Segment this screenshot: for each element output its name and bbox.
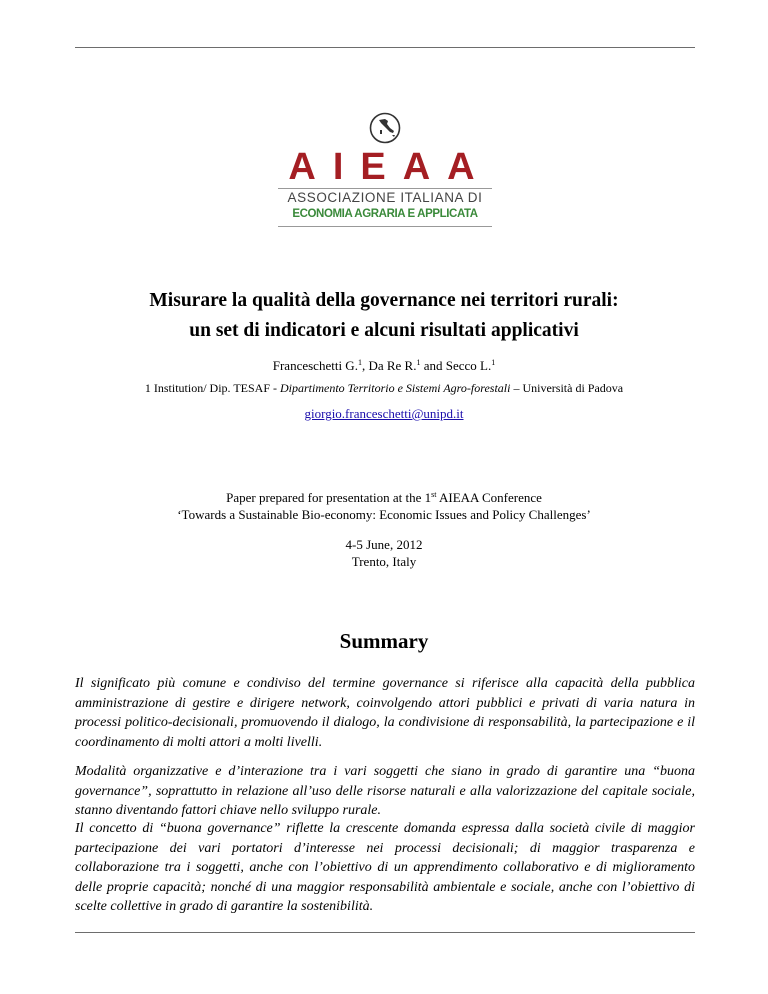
department-name: Dipartimento Territorio e Sistemi Agro-forestali: [280, 381, 511, 395]
conference-date: 4-5 June, 2012: [345, 537, 423, 552]
conference-line1: Paper prepared for presentation at the 1st AIEAA Conference: [226, 490, 542, 505]
email-row: [0, 405, 768, 423]
author-1: Franceschetti G.: [272, 358, 358, 373]
summary-paragraph-3: Il concetto di “buona governance” riflette la crescente domanda espressa dalla società civile di maggior partecipazione dei vari portatori d’interesse nei processi decisionali; di maggior trasparenza e collaborazione tra i soggetti, anche con l’obiettivo di un apprendimento collaborativo e di miglioramento delle proprie capacità; nonché di una maggior responsabilità ambientale e sociale, anche con l’obiettivo di scelte collettive in grado di garantire la sostenibilità.: [75, 821, 695, 914]
logo-divider: [278, 188, 492, 189]
paper-title-line1: Misurare la qualità della governance nei territori rurali:: [149, 290, 619, 311]
conference-date-place: [0, 536, 768, 570]
logo-acronym: AIEAA: [288, 146, 492, 188]
summary-heading: Summary: [339, 629, 429, 653]
logo-association-subname: ECONOMIA AGRARIA E APPLICATA: [292, 208, 478, 220]
italy-map-icon: [368, 112, 402, 144]
conference-place: Trento, Italy: [351, 554, 417, 569]
conference-theme: ‘Towards a Sustainable Bio-economy: Economic Issues and Policy Challenges’: [177, 507, 591, 522]
paper-title-line2: un set di indicatori e alcuni risultati applicativi: [189, 320, 579, 341]
header-rule: [75, 47, 695, 48]
author-2: Da Re R.: [368, 358, 417, 373]
author-email-link[interactable]: giorgio.franceschetti@unipd.it: [304, 406, 464, 421]
author-3: Secco L.: [445, 358, 492, 373]
authors: Franceschetti G.$^1$, Da Re R.$^1$ and Secco L.$^1$: [272, 358, 496, 373]
footer-rule: [75, 932, 695, 933]
affiliation: 1 Institution/ Dip. TESAF - Dipartimento Territorio e Sistemi Agro-forestali – Università di Padova: [144, 381, 624, 395]
summary-paragraph-2: Modalità organizzative e d’interazione tra i vari soggetti che siano in grado di garantire una “buona governance”, soprattutto in relazione all’uso delle risorse naturali e alla valorizzazione del capitale sociale, stanno diventando fattori chiave nello sviluppo rurale.: [75, 764, 695, 818]
logo-divider-bottom: [278, 226, 492, 227]
conference-info: [0, 489, 768, 523]
summary-paragraph-1: Il significato più comune e condiviso del termine governance si riferisce alla capacità della pubblica amministrazione di gestire e dirigere network, coinvolgendo attori pubblici e privati di varia natura in processi politico-decisionali, promuovendo il dialogo, la condivisione di responsabilità, la partecipazione e il coordinamento di molti attori a molti livelli.: [75, 676, 695, 750]
aieaa-logo: [270, 112, 500, 218]
logo-association-name: ASSOCIAZIONE ITALIANA DI: [287, 190, 483, 205]
